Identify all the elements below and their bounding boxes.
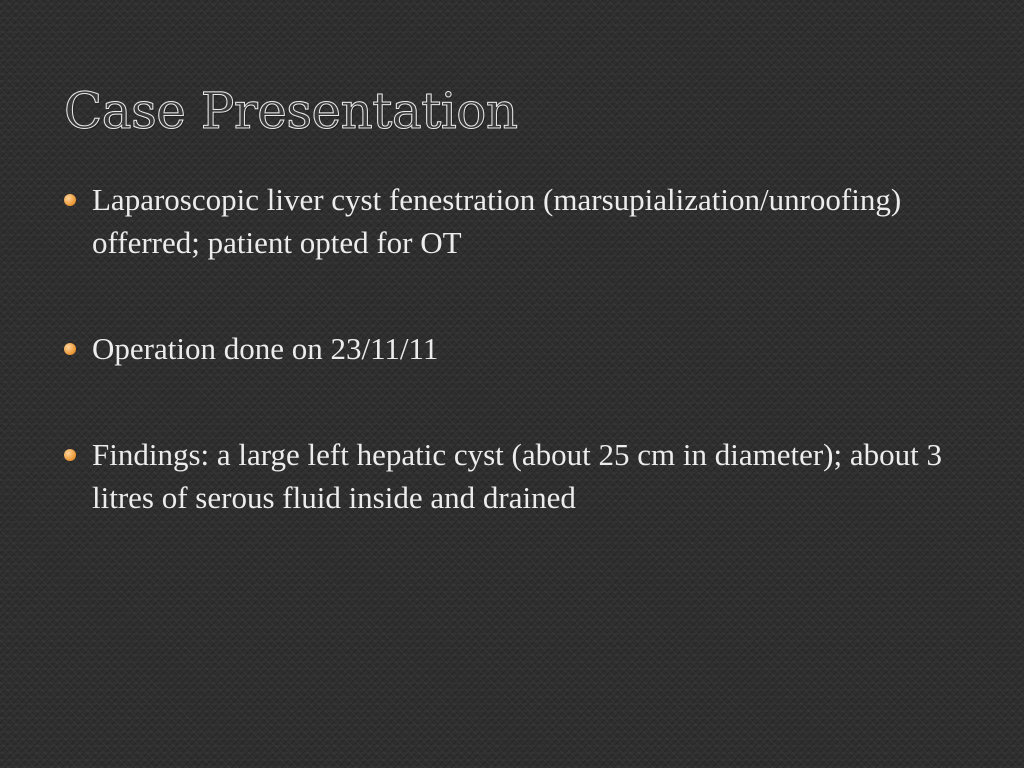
bullet-dot-icon [64, 343, 76, 355]
bullet-text: Laparoscopic liver cyst fenestration (marsupialization/unroofing) offerred; patient opted for OT [92, 182, 902, 260]
bullet-text: Operation done on 23/11/11 [92, 331, 439, 366]
bullet-item [62, 327, 942, 370]
bullet-text: Findings: a large left hepatic cyst (about 25 cm in diameter); about 3 litres of serous fluid inside and drained [92, 437, 942, 515]
bullet-dot-icon [64, 449, 76, 461]
slide-title: Case Presentation [64, 82, 518, 140]
bullet-list [62, 178, 942, 519]
bullet-item [62, 433, 942, 519]
bullet-dot-icon [64, 194, 76, 206]
bullet-item [62, 178, 942, 264]
